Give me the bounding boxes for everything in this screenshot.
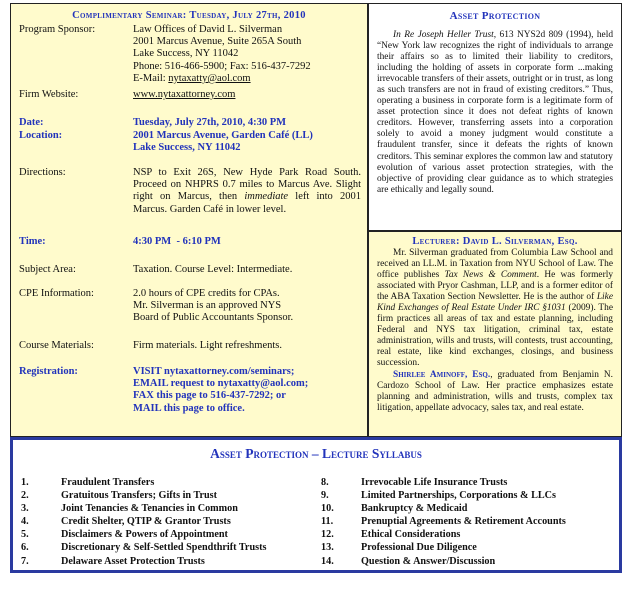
asset-body-text: , 613 NYS2d 809 (1994), held “New York law recognizes the right of individuals to arrange their affairs so as to limited their liability to creditors, including the holding of assets in corporate form ...making irrevocable transfers of their assets, outright or in trust, as long as such transfers are not in fraud of existing creditors.” Thus, operating a business in corporate form is a legitimate form of asset protection since it does not defeat rights of known creditors. However, transferring assets into a corporation solely to avoid a money judgment would constitute a fraudulent transfer, since it defeats the rights of known creditors. This seminar explores the common law and statutory evolution of various asset protection strategies, with the objective of providing clear guidance as to which strategies are ethically and legally sound. [377,30,614,195]
registration-label: Registration: [19,366,78,377]
syllabus-item [21,476,266,489]
email-line [133,73,361,85]
location-value [133,130,361,154]
associate-bio [377,370,613,414]
item-number: 5. [21,529,29,541]
item-text: Delaware Asset Protection Trusts [61,555,205,567]
date-label: Date: [19,117,44,128]
bio-text: . He was formerly associated with Pryor Cashman, LLP, and is a former editor of the ABA Taxation Section Newsletter. He is the author of [377,270,614,303]
item-text: Bankruptcy & Medicaid [361,503,468,515]
email-link[interactable]: nytaxatty@aol.com [168,72,251,84]
item-number: 11. [321,516,334,528]
syllabus-item [21,489,266,502]
syllabus-item [321,528,566,541]
materials-label: Course Materials: [19,340,94,351]
syllabus-item [21,528,266,541]
item-text: Prenuptial Agreements & Retirement Accounts [361,516,566,528]
cpe-value [133,288,361,325]
item-number: 14. [321,555,334,567]
item-text: Gratuitous Transfers; Gifts in Trust [61,490,218,502]
syllabus-item [321,541,566,554]
directions-label: Directions: [19,167,66,178]
cpe-line: Mr. Silverman is an approved NYS [133,300,282,312]
subject-value: Taxation. Course Level: Intermediate. [133,264,293,275]
registration-line: FAX this page to 516-437-7292; or [133,390,286,402]
seminar-info-panel [10,3,368,437]
syllabus-item [321,476,566,489]
asset-heading: Asset Protection [449,10,541,22]
bio-text: (2009). The firm practices all areas of tax and estate planning, including Federal and NYS tax litigation, criminal tax, estate administration, wills and trusts, will contests, trust accounting, real estate, like kind exchanges, closings, and business succession. [377,303,613,369]
seminar-heading: Complimentary Seminar: Tuesday, July 27th, 2010 [72,10,306,21]
lecturer-panel [368,231,622,437]
syllabus-item [321,502,566,515]
website-link[interactable]: www.nytaxattorney.com [133,89,236,100]
item-text: Ethical Considerations [361,529,461,541]
item-text: Question & Answer/Discussion [361,555,496,567]
item-number: 6. [21,542,29,554]
asset-protection-panel [368,3,622,231]
syllabus-title: Asset Protection – Lecture Syllabus [210,446,422,461]
syllabus-item [21,515,266,528]
sponsor-label: Program Sponsor: [19,24,96,35]
item-number: 2. [21,490,29,502]
item-number: 3. [21,503,29,515]
sponsor-line: Lake Success, NY 11042 [133,48,239,60]
item-number: 4. [21,516,29,528]
location-line: 2001 Marcus Avenue, Garden Café (LL) [133,130,313,141]
syllabus-item [21,541,266,554]
item-text: Disclaimers & Powers of Appointment [61,529,228,541]
syllabus-item [321,515,566,528]
time-value: 4:30 PM - 6:10 PM [133,236,221,247]
item-text: Limited Partnerships, Corporations & LLCs [361,490,556,502]
syllabus-item [321,555,566,568]
email-prefix: E-Mail: [133,72,169,84]
item-number: 12. [321,529,334,541]
website-label: Firm Website: [19,89,79,100]
location-line: Lake Success, NY 11042 [133,142,241,154]
item-text: Professional Due Diligence [361,542,477,554]
associate-text: , graduated from Benjamin N. Cardozo School of Law. Her practice emphasizes estate planning and administration, wills and trusts, complex tax litigation, appellate advocacy, sales tax, and real estate. [377,369,614,413]
cpe-line: 2.0 hours of CPE credits for CPAs. [133,288,280,299]
date-value: Tuesday, July 27th, 2010, 4:30 PM [133,117,287,128]
syllabus-panel [10,437,622,573]
materials-value: Firm materials. Light refreshments. [133,340,283,351]
asset-body [377,30,613,196]
location-label: Location: [19,130,63,141]
directions-value [133,167,361,216]
registration-value [133,366,361,415]
item-number: 7. [21,555,29,567]
publication-title: Tax News & Comment [444,270,537,281]
syllabus-item [21,555,266,568]
item-number: 10. [321,503,334,515]
registration-line: VISIT nytaxattorney.com/seminars; [133,366,295,377]
book-title: Like Kind Exchanges of Real Estate Under IRC §1031 [377,292,613,314]
item-text: Discretionary & Self-Settled Spendthrift Trusts [61,542,267,554]
lecturer-heading: Lecturer: David L. Silverman, Esq. [412,236,578,247]
item-number: 8. [321,477,329,488]
subject-label: Subject Area: [19,264,76,275]
sponsor-line: Phone: 516-466-5900; Fax: 516-437-7292 [133,60,311,72]
syllabus-list-left [21,476,266,568]
associate-name: Shirlee Aminoff, Esq. [393,369,491,380]
item-number: 9. [321,490,329,502]
syllabus-item [21,502,266,515]
item-text: Joint Tenancies & Tenancies in Common [61,503,238,515]
sponsor-line: Law Offices of David L. Silverman [133,24,283,35]
directions-emphasis: immediate [244,191,289,203]
item-number: 13. [321,542,334,554]
registration-line: EMAIL request to nytaxatty@aol.com; [133,378,309,390]
syllabus-item [321,489,566,502]
case-name: In Re Joseph Heller Trust [393,30,494,40]
directions-text: left into 2001 Marcus. Garden Café in lower level. [133,191,362,215]
directions-text: NSP to Exit 26S, New Hyde Park Road South. Proceed on NHPRS 0.7 miles to Marcus Ave. Slight right on Marcus, then [133,167,361,203]
item-number: 1. [21,477,29,488]
item-text: Credit Shelter, QTIP & Grantor Trusts [61,516,231,528]
time-label: Time: [19,236,46,247]
cpe-line: Board of Public Accountants Sponsor. [133,312,294,324]
syllabus-list-right [321,476,566,568]
lecturer-bio [377,248,613,370]
sponsor-block [133,24,361,85]
registration-line: MAIL this page to office. [133,402,245,414]
item-text: Fraudulent Transfers [61,477,155,488]
cpe-label: CPE Information: [19,288,94,299]
sponsor-line: 2001 Marcus Avenue, Suite 265A South [133,36,302,48]
item-text: Irrevocable Life Insurance Trusts [361,477,508,488]
bio-text: Mr. Silverman graduated from Columbia Law School and received an LL.M. in Taxation from NYU School of Law. The office publishes [377,248,613,281]
